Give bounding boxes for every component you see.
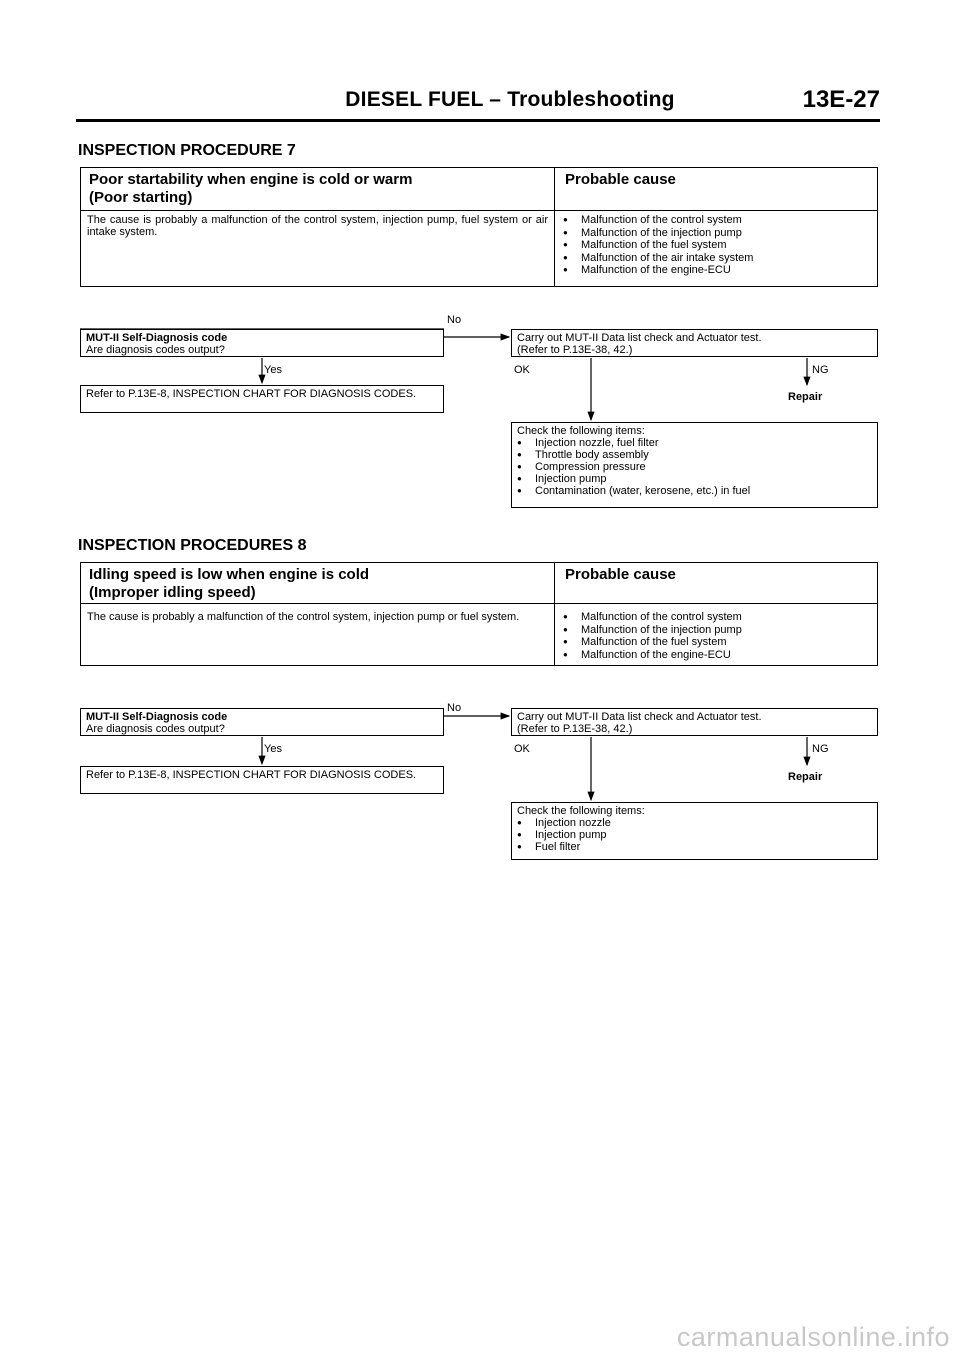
refer-text: Refer to P.13E-8, INSPECTION CHART FOR DIAGNOSIS CODES. xyxy=(86,388,417,400)
yes-label: Yes xyxy=(264,743,282,755)
cause-item: ● Malfunction of the injection pump xyxy=(563,227,753,240)
procedure-8-title: INSPECTION PROCEDURES 8 xyxy=(78,537,307,554)
cause-item: ● Malfunction of the fuel system xyxy=(563,239,753,252)
diag-title: MUT-II Self-Diagnosis code xyxy=(86,332,228,344)
cause-item: ● Malfunction of the control system xyxy=(563,611,742,624)
probable-cause-heading: Probable cause xyxy=(565,171,676,188)
check-item: ● Fuel filter xyxy=(517,841,872,853)
watermark: carmanualsonline.info xyxy=(676,1322,950,1352)
symptom-text: Idling speed is low when engine is cold xyxy=(89,566,370,583)
page-title: DIESEL FUEL – Troubleshooting xyxy=(345,88,675,111)
carry-out-line1: Carry out MUT-II Data list check and Actuator test. xyxy=(517,711,762,723)
diag-question: Are diagnosis codes output? xyxy=(86,344,225,356)
check-item: ● Compression pressure xyxy=(517,461,872,473)
diag-question: Are diagnosis codes output? xyxy=(86,723,225,735)
symptom-text: Poor startability when engine is cold or warm xyxy=(89,171,413,188)
symptom-description: The cause is probably a malfunction of the control system, injection pump or fuel system. xyxy=(87,611,520,623)
symptom-subtext: (Poor starting) xyxy=(89,189,193,206)
ok-label: OK xyxy=(514,364,530,376)
ok-label: OK xyxy=(514,743,530,755)
cause-item: ● Malfunction of the fuel system xyxy=(563,636,742,649)
no-label: No xyxy=(447,314,462,326)
no-label: No xyxy=(447,702,462,714)
check-item: ● Contamination (water, kerosene, etc.) in fuel xyxy=(517,485,872,497)
ng-label: NG xyxy=(812,743,829,755)
check-item: ● Injection nozzle, fuel filter xyxy=(517,437,872,449)
probable-cause-heading: Probable cause xyxy=(565,566,676,583)
ng-label: NG xyxy=(812,364,829,376)
check-title: Check the following items: xyxy=(517,805,645,817)
repair-label: Repair xyxy=(788,391,823,403)
check-item: ● Throttle body assembly xyxy=(517,449,872,461)
diag-title: MUT-II Self-Diagnosis code xyxy=(86,711,228,723)
symptom-description: The cause is probably a malfunction of the control system, injection pump, fuel system or air intake system. xyxy=(87,214,548,238)
carry-out-line2: (Refer to P.13E-38, 42.) xyxy=(517,723,633,735)
page-number: 13E-27 xyxy=(802,86,880,113)
cause-item: ● Malfunction of the air intake system xyxy=(563,252,753,265)
cause-item: ● Malfunction of the engine-ECU xyxy=(563,649,742,662)
carry-out-line1: Carry out MUT-II Data list check and Actuator test. xyxy=(517,332,762,344)
check-item: ● Injection pump xyxy=(517,829,872,841)
check-item: ● Injection pump xyxy=(517,473,872,485)
symptom-subtext: (Improper idling speed) xyxy=(89,584,256,601)
cause-item: ● Malfunction of the engine-ECU xyxy=(563,264,753,277)
yes-label: Yes xyxy=(264,364,282,376)
refer-text: Refer to P.13E-8, INSPECTION CHART FOR DIAGNOSIS CODES. xyxy=(86,769,417,781)
cause-item: ● Malfunction of the injection pump xyxy=(563,624,742,637)
check-title: Check the following items: xyxy=(517,425,645,437)
procedure-7-title: INSPECTION PROCEDURE 7 xyxy=(78,142,296,159)
repair-label: Repair xyxy=(788,771,823,783)
cause-item: ● Malfunction of the control system xyxy=(563,214,753,227)
carry-out-line2: (Refer to P.13E-38, 42.) xyxy=(517,344,633,356)
check-item: ● Injection nozzle xyxy=(517,817,872,829)
